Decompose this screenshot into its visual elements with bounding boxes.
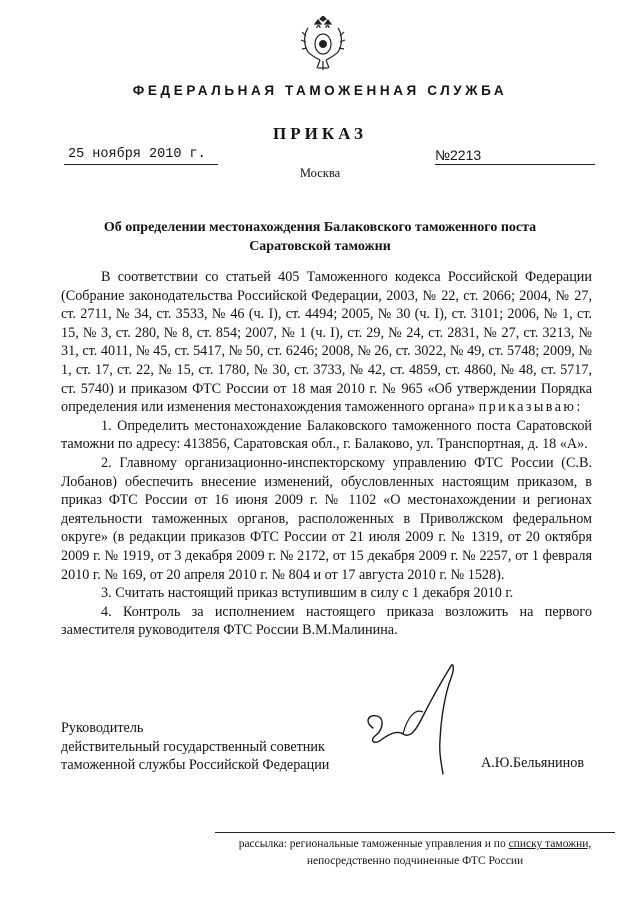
signatory-title — [61, 719, 329, 775]
date-underline — [64, 164, 218, 165]
distribution-list — [215, 836, 615, 870]
subject-line-1: Об определении местонахождения Балаковского таможенного поста — [103, 220, 537, 235]
document-type: ПРИКАЗ — [273, 124, 367, 143]
intro-paragraph — [61, 268, 592, 417]
intro-text: В соответствии со статьей 405 Таможенного кодекса Российской Федерации (Собрание законодательства Российской Федерации, 2003, № 22, ст. 2066; 2004, № 27, ст. 2711, № 34, ст. 3533, № 46 (ч. I), ст. 4494; 2005, № 30 (ч. I), ст. 3101; 2006, № 1, ст. 15, № 3, ст. 280, № 8, ст. 854; 2007, № 1 (ч. I), ст. 29, № 24, ст. 2831, № 27, ст. 3213, № 31, ст. 4011, № 45, ст. 5417, № 50, ст. 6246; 2008, № 26, ст. 3022, № 49, ст. 5748; 2009, № 1, ст. 17, ст. 22, № 15, ст. 1780, № 30, ст. 3733, № 42, ст. 4859, ст. 4860, № 48, ст. 5717, ст. 5740) и приказом ФТС России от 18 мая 2010 г. № 965 «Об утверждении Порядка определения или изменения местонахождения таможенного органа» — [61, 269, 592, 416]
distribution-rule — [215, 832, 615, 833]
city: Москва — [299, 166, 341, 180]
distribution-line-2: непосредственно подчиненные ФТС России — [306, 855, 524, 867]
signatory-title-line-1: Руководитель — [61, 720, 144, 736]
signatory-title-line-2: действительный государственный советник — [61, 738, 325, 755]
order-date: 25 ноября 2010 г. — [68, 147, 206, 162]
agency-name: ФЕДЕРАЛЬНАЯ ТАМОЖЕННАЯ СЛУЖБА — [132, 83, 508, 98]
signatory-title-line-3: таможенной службы Российской Федерации — [61, 757, 330, 774]
item-2: 2. Главному организационно-инспекторскому управлению ФТС России (С.В. Лобанов) обеспечить внесение изменений, обусловленных настоящим приказом, в приказ ФТС России от 16 июня 2009 г. № 1102 «О местонахождении и регионах деятельности таможенных органов, расположенных в Приволжском федеральном округе» (в редакции приказов ФТС России от 21 июля 2009 г. № 1319, от 20 октября 2009 г. № 1919, от 3 декабря 2009 г. № 2172, от 15 декабря 2009 г. № 2257, от 1 февраля 2010 г. № 169, от 20 апреля 2010 г. № 804 и от 17 августа 2010 г. № 1528). — [61, 454, 592, 583]
document-subject — [90, 218, 550, 256]
handwritten-signature — [345, 648, 465, 778]
item-4: 4. Контроль за исполнением настоящего приказа возложить на первого заместителя руководителя ФТС России В.М.Малинина. — [61, 603, 592, 639]
distribution-link: списку таможни, — [508, 838, 592, 850]
item-1: 1. Определить местонахождение Балаковского таможенного поста Саратовской таможни по адресу: 413856, Саратовская обл., г. Балаково, ул. Транспортная, д. 18 «А». — [61, 417, 592, 453]
document-body — [61, 268, 592, 640]
distribution-line-1 — [215, 836, 615, 853]
number-underline — [435, 164, 595, 165]
subject-line-2: Саратовской таможни — [249, 239, 391, 254]
order-number: №2213 — [435, 147, 482, 163]
signatory-name: А.Ю.Бельянинов — [481, 755, 585, 771]
state-emblem-icon — [300, 16, 346, 74]
item-3: 3. Считать настоящий приказ вступившим в силу с 1 декабря 2010 г. — [101, 585, 514, 602]
order-verb: приказываю: — [478, 399, 583, 416]
distribution-prefix: рассылка: региональные таможенные управления и по — [238, 838, 509, 850]
